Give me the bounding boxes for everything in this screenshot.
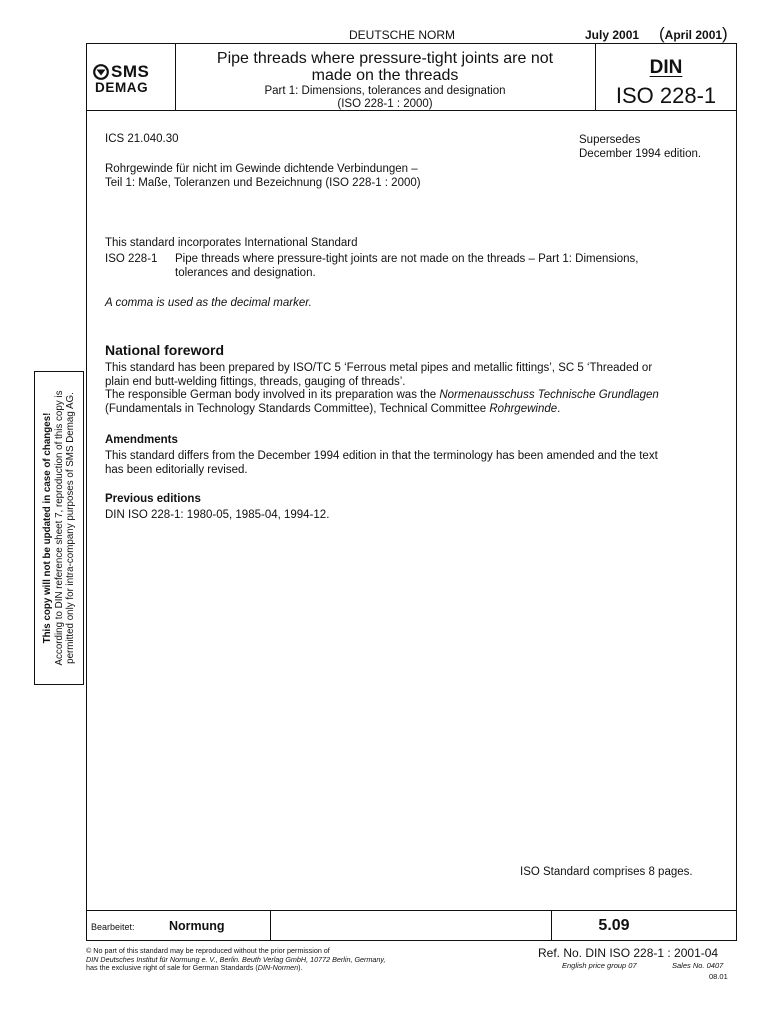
price-group: English price group 07 <box>562 961 637 970</box>
bearbeitet-label: Bearbeitet: <box>91 922 135 932</box>
side-notice-line-3: permitted only for intra-company purposes of SMS Demag AG. <box>64 392 76 664</box>
ref-number: Ref. No. DIN ISO 228-1 : 2001-04 <box>538 946 719 960</box>
german-title-line-2: Teil 1: Maße, Toleranzen und Bezeichnung (ISO 228-1 : 2000) <box>105 176 421 189</box>
amendments-heading: Amendments <box>105 434 178 446</box>
footer-band-divider-1 <box>270 910 271 941</box>
foreword-line-4: (Fundamentals in Technology Standards Committee), Technical Committee Rohrgewinde. <box>105 402 561 415</box>
copyright-line-1: © No part of this standard may be reproduced without the prior permission of <box>86 946 330 955</box>
supersedes <box>579 134 701 161</box>
title-main-line-1: Pipe threads where pressure-tight joints are not <box>216 50 554 67</box>
german-title-line-1: Rohrgewinde für nicht im Gewinde dichtende Verbindungen – <box>105 163 418 175</box>
supersedes-line-1: Supersedes <box>579 134 641 146</box>
incorporates-text <box>175 253 735 280</box>
bearbeitet-value: Normung <box>169 919 225 933</box>
amendments-text <box>105 450 735 477</box>
copyright-line-3: has the exclusive right of sale for German Standards (DIN-Normen). <box>86 963 303 973</box>
logo-demag-text: DEMAG <box>95 80 149 95</box>
sms-demag-logo <box>92 63 172 102</box>
pages-note: ISO Standard comprises 8 pages. <box>520 866 693 878</box>
amendments-line-1: This standard differs from the December 1994 edition in that the terminology has been amended and the text <box>105 450 658 462</box>
previous-editions-heading: Previous editions <box>105 493 201 505</box>
issue-date: July 2001 <box>585 28 640 42</box>
national-foreword-heading: National foreword <box>105 342 225 358</box>
title-sub-line-2: (ISO 228-1 : 2000) <box>337 98 433 110</box>
footer-code: 08.01 <box>709 972 728 981</box>
footer-band-divider <box>87 910 736 911</box>
title-block <box>176 50 594 111</box>
sales-number: Sales No. 0407 <box>672 961 724 970</box>
din-number: ISO 228-1 <box>615 83 717 108</box>
title-main-line-2: made on the threads <box>311 67 459 84</box>
ics-code: ICS 21.040.30 <box>105 133 179 145</box>
copyright-notice <box>86 947 385 973</box>
side-notice-line-1: This copy will not be updated in case of changes! <box>41 412 53 644</box>
deutsche-norm-label: DEUTSCHE NORM <box>349 28 456 42</box>
amendments-line-2: has been editorially revised. <box>105 463 248 476</box>
din-label: DIN <box>649 57 683 78</box>
german-title <box>105 163 421 190</box>
foreword-line-1: This standard has been prepared by ISO/TC 5 ‘Ferrous metal pipes and metallic fittings’, SC 5 ‘Threaded or <box>105 362 653 374</box>
incorporates-text-line-2: tolerances and designation. <box>175 266 316 279</box>
foreword-line-3: The responsible German body involved in its preparation was the Normenausschuss Technische Grundlagen <box>105 389 659 401</box>
incorporates-text-line-1: Pipe threads where pressure-tight joints are not made on the threads – Part 1: Dimensions, <box>175 253 639 265</box>
logo-sms-text: SMS <box>111 62 150 81</box>
copyright-line-2: DIN Deutsches Institut für Normung e. V., Berlin. Beuth Verlag GmbH, 10772 Berlin, Germany, <box>86 954 386 964</box>
supersedes-line-2: December 1994 edition. <box>579 147 702 160</box>
side-notice-text <box>42 378 77 678</box>
bottom-code: 5.09 <box>598 917 630 934</box>
side-notice-line-2: According to DIN reference sheet 7, reproduction of this copy is <box>53 390 65 666</box>
incorporates-code: ISO 228-1 <box>105 253 158 265</box>
incorporates-intro: This standard incorporates International Standard <box>105 237 358 249</box>
previous-editions-text: DIN ISO 228-1: 1980-05, 1985-04, 1994-12. <box>105 509 330 521</box>
issue-date-bracket: (April 2001) <box>659 24 728 43</box>
title-sub-line-1: Part 1: Dimensions, tolerances and designation <box>264 85 506 97</box>
side-notice-box <box>34 371 84 685</box>
national-foreword-text <box>105 362 735 416</box>
foreword-line-2: plain end butt-welding fittings, threads, gauging of threads’. <box>105 375 406 388</box>
decimal-note: A comma is used as the decimal marker. <box>105 297 312 309</box>
